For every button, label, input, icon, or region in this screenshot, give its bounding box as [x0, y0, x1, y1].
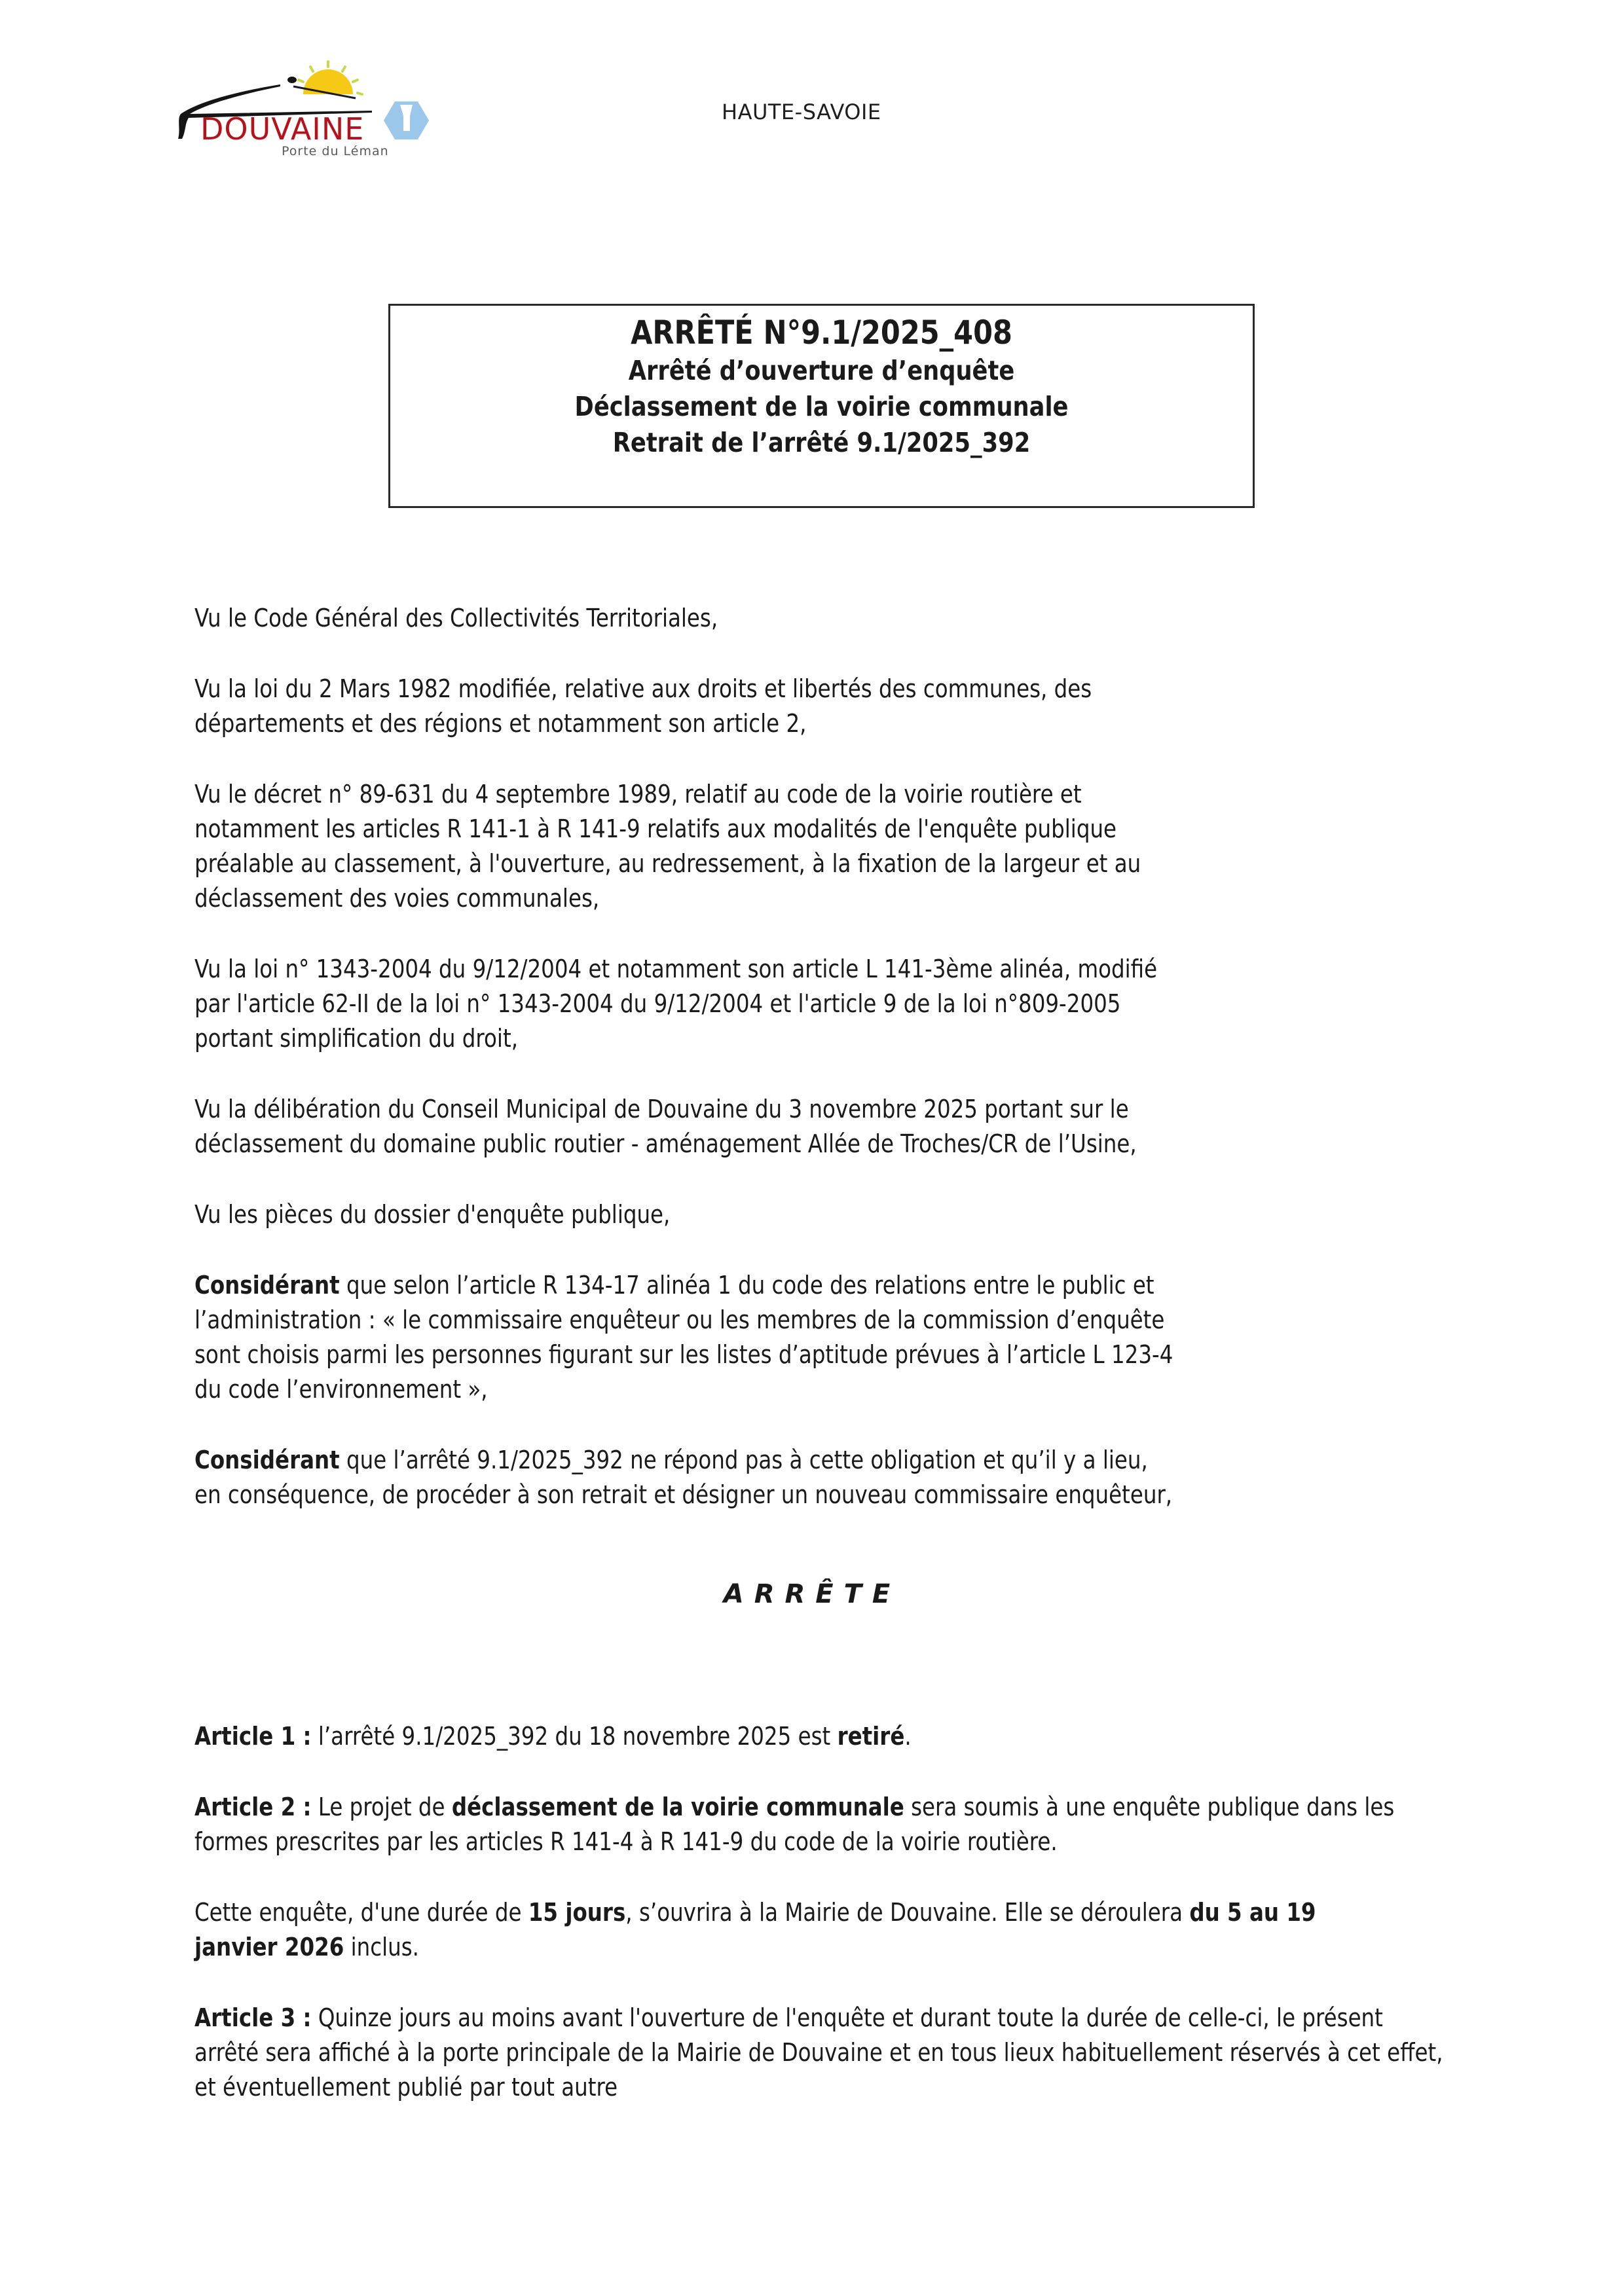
text-line — [194, 1268, 1443, 1303]
text-span-bold: 15 jours — [528, 1898, 626, 1927]
text-span: inclus. — [344, 1933, 420, 1961]
decision-heading: ARRÊTE — [723, 1579, 901, 1609]
article-1 — [194, 1719, 1443, 1754]
text-span-bold: déclassement de la voirie communale — [451, 1793, 904, 1821]
visa-paragraph — [194, 1197, 1443, 1232]
text-span: que selon l’article R 134-17 alinéa 1 du code des relations entre le public et — [339, 1271, 1154, 1300]
text-line: Vu le Code Général des Collectivités Territoriales, — [194, 604, 718, 632]
text-span: . — [904, 1722, 912, 1751]
article-2 — [194, 1790, 1426, 1859]
text-line: déclassement des voies communales, — [194, 884, 600, 913]
text-line: du code l’environnement », — [194, 1375, 488, 1404]
text-line: sont choisis parmi les personnes figurant sur les listes d’aptitude prévues à l’article L 123-4 — [194, 1340, 1173, 1369]
text-line: l’administration : « le commissaire enquêteur ou les membres de la commission d’enquête — [194, 1305, 1165, 1334]
considerant-lead: Considérant — [194, 1271, 340, 1300]
visa-paragraph — [194, 672, 1443, 741]
text-line: portant simplification du droit, — [194, 1024, 519, 1053]
considerant-lead: Considérant — [194, 1446, 340, 1474]
text-line: Vu la loi n° 1343-2004 du 9/12/2004 et notamment son article L 141-3ème alinéa, modifié — [194, 955, 1158, 983]
text-span: sera soumis à une enquête publique dans les formes prescrites par les articles R 141-4 à R 141-9 du code de la voirie routière. — [194, 1793, 1395, 1856]
text-span: Quinze jours au moins avant l'ouverture de l'enquête et durant toute la durée de celle-ci, le présent arrêté sera affiché à la porte principale de la Mairie de Douvaine et en tous lieux habituellement réservés à cet effet, et éventuellement publié par tout autre — [194, 2003, 1443, 2102]
text-line: Vu la délibération du Conseil Municipal de Douvaine du 3 novembre 2025 portant sur le — [194, 1095, 1129, 1123]
logo-tagline: Porte du Léman — [282, 144, 389, 158]
douvaine-logo — [175, 54, 437, 165]
visa-paragraph — [194, 601, 1443, 636]
region-label: HAUTE-SAVOIE — [722, 100, 881, 124]
decree-subtitle-1: Arrêté d’ouverture d’enquête — [628, 355, 1015, 386]
article-label: Article 1 : — [194, 1722, 312, 1751]
text-line: par l'article 62-II de la loi n° 1343-2004 du 9/12/2004 et l'article 9 de la loi n°809-2005 — [194, 989, 1121, 1018]
visa-paragraph — [194, 777, 1443, 916]
article-label: Article 3 : — [194, 2003, 312, 2032]
text-line: Vu la loi du 2 Mars 1982 modifiée, relative aux droits et libertés des communes, des — [194, 674, 1092, 703]
text-line: déclassement du domaine public routier - aménagement Allée de Troches/CR de l’Usine, — [194, 1129, 1137, 1158]
article-label: Article 2 : — [194, 1793, 312, 1821]
considerant-paragraph — [194, 1268, 1443, 1407]
articles — [194, 1719, 1443, 2141]
text-line: départements et des régions et notamment son article 2, — [194, 709, 807, 738]
visa-paragraph — [194, 952, 1443, 1056]
text-span: Le projet de — [311, 1793, 452, 1821]
text-line — [194, 1443, 1443, 1478]
savoie-cross-hexagon-icon — [384, 101, 429, 139]
text-span-bold: du 5 au 19 janvier 2026 — [194, 1898, 1316, 1961]
text-span-bold: retiré — [837, 1722, 905, 1751]
text-span: , s’ouvrira à la Mairie de Douvaine. Elle se déroulera — [625, 1898, 1190, 1927]
text-line: notamment les articles R 141-1 à R 141-9 relatifs aux modalités de l'enquête publique — [194, 814, 1117, 843]
decree-number: ARRÊTÉ N°9.1/2025_408 — [631, 314, 1012, 352]
decree-subtitle-2: Déclassement de la voirie communale — [574, 391, 1069, 422]
text-span: l’arrêté 9.1/2025_392 du 18 novembre 2025 est — [311, 1722, 838, 1751]
text-line: en conséquence, de procéder à son retrait et désigner un nouveau commissaire enquêteur, — [194, 1480, 1173, 1509]
text-line: préalable au classement, à l'ouverture, au redressement, à la fixation de la largeur et au — [194, 849, 1141, 878]
decree-subtitle-3: Retrait de l’arrêté 9.1/2025_392 — [612, 427, 1031, 458]
preamble — [194, 601, 1439, 1548]
text-line: Vu le décret n° 89-631 du 4 septembre 1989, relatif au code de la voirie routière et — [194, 780, 1082, 809]
logo-wordmark: DOUVAINE — [200, 111, 365, 147]
decree-title-box — [388, 304, 1255, 508]
text-line: Vu les pièces du dossier d'enquête publique, — [194, 1200, 671, 1229]
article-2-details — [194, 1895, 1342, 1965]
article-3 — [194, 2001, 1449, 2105]
text-span: Cette enquête, d'une durée de — [194, 1898, 528, 1927]
considerant-paragraph — [194, 1443, 1443, 1512]
text-span: que l’arrêté 9.1/2025_392 ne répond pas à cette obligation et qu’il y a lieu, — [339, 1446, 1148, 1474]
visa-paragraph — [194, 1092, 1443, 1161]
